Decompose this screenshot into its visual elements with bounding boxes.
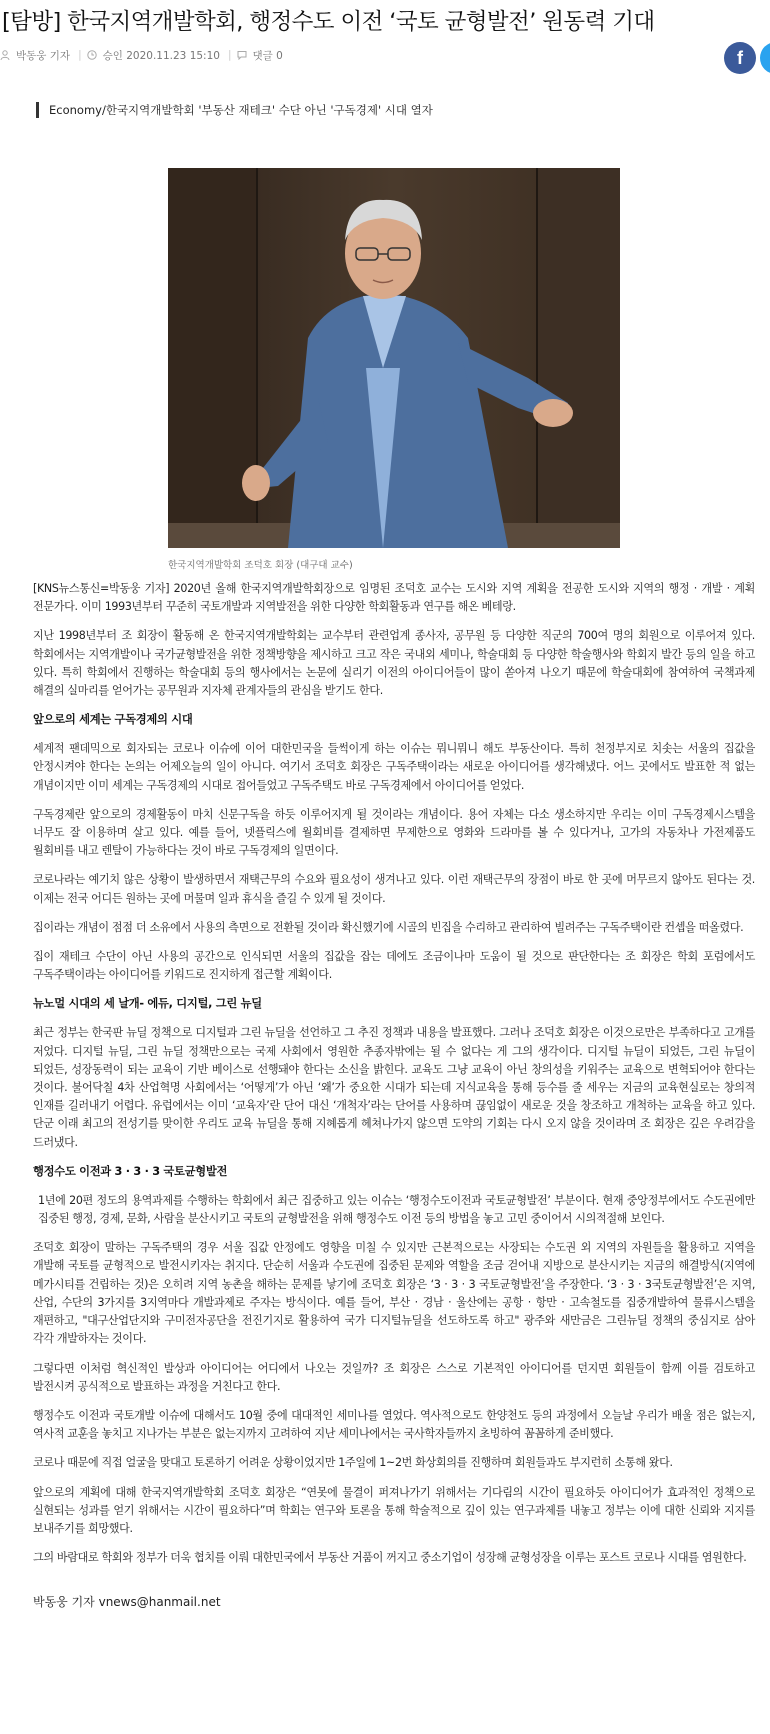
section-heading: 앞으로의 세계는 구독경제의 시대	[33, 713, 193, 727]
paragraph: 그렇다면 이처럼 혁신적인 발상과 아이디어는 어디에서 나오는 것일까? 조 회장은 스스로 기본적인 아이디어를 던지면 회원들이 함께 이를 검토하고 발전시켜 공식적으로 발표하는 과정을 거친다고 한다.	[33, 1361, 755, 1393]
portrait-image	[168, 168, 620, 548]
article-meta	[0, 47, 303, 63]
paragraph: 코로나 때문에 직접 얼굴을 맞대고 토론하기 어려운 상황이었지만 1주일에 1~2번 화상회의를 진행하며 회원들과도 부지런히 소통해 왔다.	[33, 1456, 673, 1470]
twitter-icon[interactable]	[760, 42, 770, 74]
comment-icon	[237, 50, 247, 60]
approved-info	[87, 48, 220, 63]
paragraph: 최근 정부는 한국판 뉴딜 정책으로 디지털과 그린 뉴딜을 선언하고 그 추진 정책과 내용을 발표했다. 그러나 조덕호 회장은 이것으로만은 부족하다고 고개를 저었다. 디지털 뉴딜, 그린 뉴딜 정책만으로는 국제 사회에서 영원한 추종자밖에는 될 수 없다는 게 그의 생각이다. 디지털 뉴딜이 되었든, 그린 뉴딜이 되었든, 성장동력이 되는 교육이 기반 베이스로 선행돼야 한다는 소신을 밝힌다. 교육도 그냥 교육이 아닌 창의성을 키워주는 교육으로 변혁되어야 한다는 것이다. 불어닥칠 4차 산업혁명 사회에서는 ‘어떻게’가 아닌 ‘왜’가 중요한 시대가 되는데 지식교육을 통해 등수를 줄 세우는 지금의 교육현실로는 창의적 인재를 길러내기 어렵다. 유럽에서는 이미 ‘교육자’란 단어 대신 ‘개척자’라는 단어를 사용하며 끊임없이 새로운 것을 창조하고 개척하는 교육을 하고 있다. 단군 이래 최고의 전성기를 맞이한 우리도 교육 뉴딜을 통해 지혜롭게 헤쳐나가지 않으면 도약의 기회는 다시 오지 않을 것이라며 조 회장은 깊은 우려감을 드러냈다.	[33, 1026, 755, 1149]
paragraph: [KNS뉴스통신=박동웅 기자] 2020년 올해 한국지역개발학회장으로 임명된 조덕호 교수는 도시와 지역 계획을 전공한 도시와 지역의 행정 · 개발 · 계획 전문가다. 이미 1993년부터 꾸준히 국토개발과 지역발전을 위한 다양한 학회활동과 연구를 해온 베테랑.	[33, 582, 755, 614]
paragraph: 앞으로의 계획에 대해 한국지역개발학회 조덕호 회장은 “연못에 물결이 퍼져나가기 위해서는 기다림의 시간이 필요하듯 아이디어가 효과적인 정책으로 실현되는 성과를 얻기 위해서는 시간이 필요하다”며 학회는 연구와 토론을 통해 학술적으로 깊이 있는 연구과제를 내놓고 정부는 이에 대한 신뢰와 지지를 보내주기를 희망했다.	[33, 1485, 755, 1535]
article-title: [탐방] 한국지역개발학회, 행정수도 이전 ‘국토 균형발전’ 원동력 기대	[2, 9, 655, 35]
paragraph: 세계적 팬데믹으로 회자되는 코로나 이슈에 이어 대한민국을 들썩이게 하는 이슈는 뭐니뭐니 해도 부동산이다. 특히 천정부지로 치솟는 서울의 집값을 안정시켜야 한다는 논의는 어제오늘의 일이 아니다. 여기서 조덕호 회장은 구독주택이라는 새로운 아이디어를 생각해냈다. 어느 곳에서도 발표한 적 없는 개념이지만 이미 세계는 구독경제의 시대로 접어들었고 구독주택도 바로 구독경제에서 아이디어를 얻었다.	[33, 742, 755, 792]
article-subtitle: Economy/한국지역개발학회 '부동산 재테크' 수단 아닌 '구독경제' 시대 열자	[36, 102, 433, 118]
paragraph: 코로나라는 예기치 않은 상황이 발생하면서 재택근무의 수요와 필요성이 생겨나고 있다. 이런 재택근무의 장점이 바로 한 곳에 머무르지 않아도 된다는 것. 이제는 전국 어디든 원하는 곳에 머물며 일과 휴식을 즐길 수 있게 될 것이다.	[33, 873, 755, 905]
paragraph: 조덕호 회장이 말하는 구독주택의 경우 서울 집값 안정에도 영향을 미칠 수 있지만 근본적으로는 사장되는 수도권 외 지역의 자원들을 활용하고 지역을 개발해 국토를 균형적으로 발전시키자는 취지다. 단순히 서울과 수도권에 집중된 문제와 역할을 조금 걷어내 지방으로 분산시키는 지금의 해결방식(지역에 메가시티를 건립하는 것)은 오히려 지역 농촌을 해하는 문제를 낳기에 조덕호 회장은 ‘3 · 3 · 3 국토균형발전’을 주장한다. ‘3 · 3 · 3국토균형발전’은 지역, 산업, 수단의 3가지를 3지역마다 개발과제로 주자는 방식이다. 예를 들어, 부산 · 경남 · 울산에는 공항 · 항만 · 고속철도를 집중개발하여 물류시스템을 재편하고, "대구산업단지와 구미전자공단을 전진기지로 활용하여 국가 디지털뉴딜을 선도하도록 하고" 광주와 새만금은 그린뉴딜 정책의 중심지로 삼아 각각 개발하자는 것이다.	[33, 1241, 755, 1346]
paragraph: 구독경제란 앞으로의 경제활동이 마치 신문구독을 하듯 이루어지게 될 것이라는 개념이다. 용어 자체는 다소 생소하지만 우리는 이미 구독경제시스템을 너무도 잘 이용하며 살고 있다. 예를 들어, 넷플릭스에 월회비를 결제하면 무제한으로 영화와 드라마를 볼 수 있다거나, 고가의 자동차나 가전제품도 월회비를 내고 렌탈이 가능하다는 것이 바로 구독경제의 일면이다.	[33, 807, 755, 858]
paragraph: 행정수도 이전과 국토개발 이슈에 대해서도 10월 중에 대대적인 세미나를 열었다. 역사적으로도 한양천도 등의 과정에서 오늘날 우리가 배울 점은 없는지, 역사적 교훈을 놓치고 지나가는 부분은 없는지까지 고려하여 지난 세미나에서는 국사학자들까지 초빙하여 꼼꼼하게 준비했다.	[33, 1408, 755, 1441]
paragraph: 지난 1998년부터 조 회장이 활동해 온 한국지역개발학회는 교수부터 관련업계 종사자, 공무원 등 다양한 직군의 700여 명의 회원으로 이루어져 있다. 학회에서는 지역개발이나 국가균형발전을 위한 정책방향을 제시하고 크고 작은 국내외 세미나, 학술대회 등 다양한 학술행사와 학회지 발간 등의 일을 하고 있다. 특히 학회에서 진행하는 학술대회 등의 행사에서는 논문에 실리기 이전의 아이디어들이 많이 쏟아져 나오기 때문에 학술대회에 참여하여 국책과제 해결의 실마리를 얻어가는 공무원과 지자체 관계자들의 관심을 받기도 한다.	[33, 629, 755, 698]
author-name: 박동웅 기자	[16, 49, 71, 62]
section-heading: 행정수도 이전과 3 · 3 · 3 국토균형발전	[33, 1164, 228, 1178]
person-icon	[0, 50, 10, 60]
article-body	[33, 580, 755, 1610]
facebook-icon[interactable]: f	[724, 42, 756, 74]
clock-icon	[87, 50, 97, 60]
article-byline: 박동웅 기자 vnews@hanmail.net	[33, 1595, 221, 1610]
approved-time: 승인 2020.11.23 15:10	[102, 49, 220, 62]
paragraph: 1년에 20편 정도의 용역과제를 수행하는 학회에서 최근 집중하고 있는 이슈는 ‘행정수도이전과 국토균형발전’ 부분이다. 현재 중앙정부에서도 수도권에만 집중된 행정, 경제, 문화, 사람을 분산시키고 국토의 균형발전을 위해 행정수도 이전 등의 방법을 놓고 고민 중이어서 시의적절해 보인다.	[38, 1193, 755, 1226]
meta-divider: |	[227, 49, 232, 61]
photo-caption: 한국지역개발학회 조덕호 회장 (대구대 교수)	[168, 560, 353, 571]
paragraph: 그의 바람대로 학회와 정부가 더욱 협치를 이뤄 대한민국에서 부동산 거품이 꺼지고 중소기업이 성장해 균형성장을 이루는 포스트 코로나 시대를 염원한다.	[33, 1551, 747, 1565]
article-photo	[168, 168, 620, 548]
meta-divider: |	[78, 49, 82, 61]
paragraph: 집이라는 개념이 점점 더 소유에서 사용의 측면으로 전환될 것이라 확신했기에 시골의 빈집을 수리하고 관리하여 빌려주는 구독주택이란 컨셉을 떠올렸다.	[33, 920, 744, 934]
comment-count: 댓글 0	[252, 49, 283, 62]
author-info	[0, 48, 70, 63]
section-heading: 뉴노멀 시대의 세 날개- 에듀, 디지털, 그린 뉴딜	[33, 997, 262, 1011]
comment-info[interactable]	[237, 48, 283, 63]
paragraph: 집이 재테크 수단이 아닌 사용의 공간으로 인식되면 서울의 집값을 잡는 데에도 조금이나마 도움이 될 것으로 판단한다는 조 회장은 학회 포럼에서도 구독주택이라는 아이디어를 키워드로 진지하게 접근할 계획이다.	[33, 950, 755, 982]
